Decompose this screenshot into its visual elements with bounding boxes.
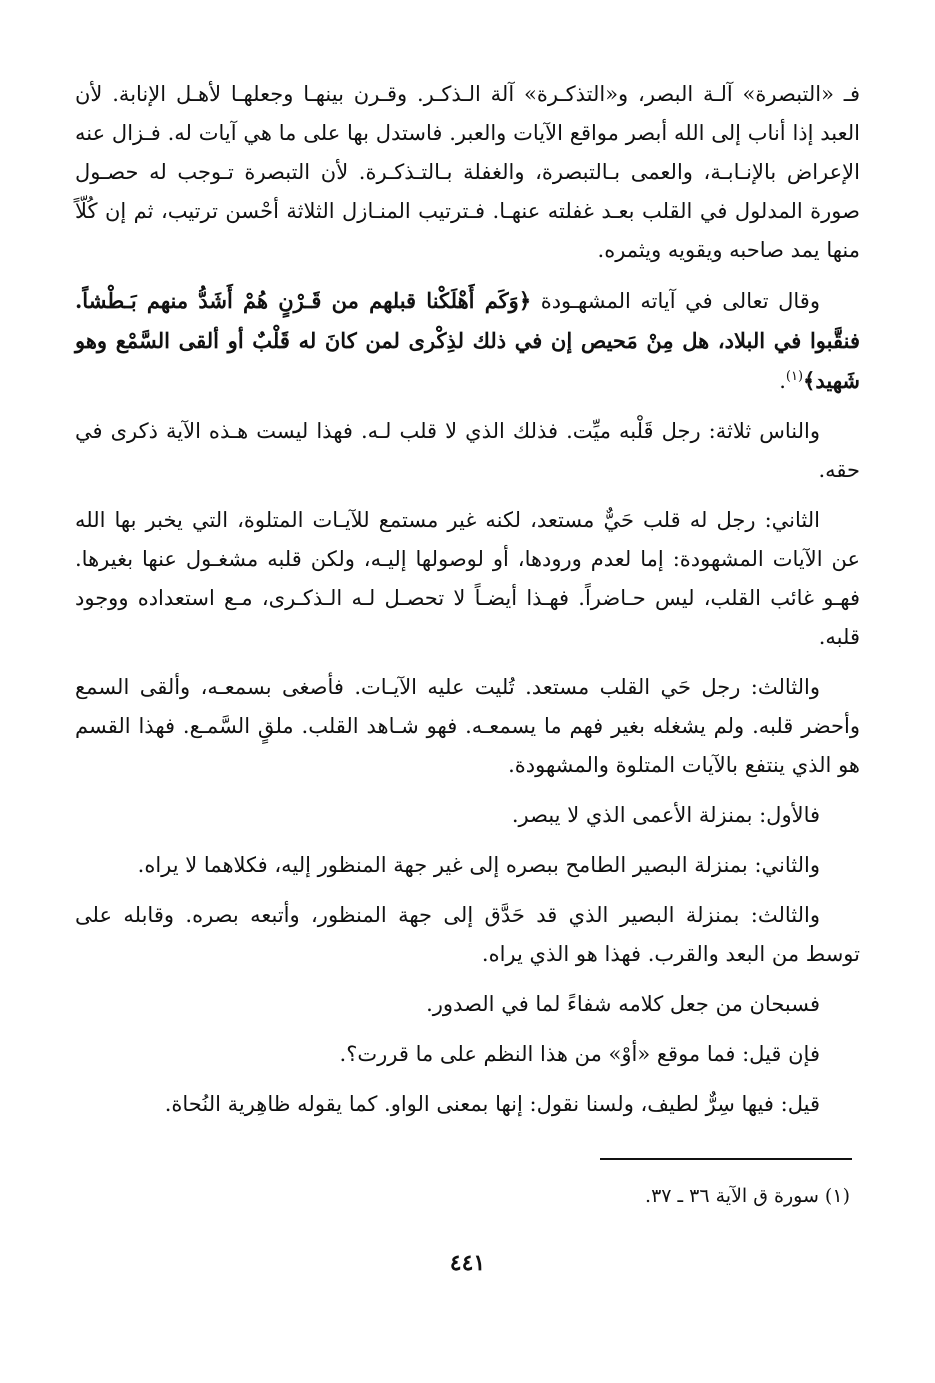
paragraph-second-analogy: والثاني: بمنزلة البصير الطامح ببصره إلى غير جهة المنظور إليه، فكلاهما لا يراه. <box>137 853 820 877</box>
footnote-divider <box>600 1158 852 1160</box>
page-number: ٤٤١ <box>449 1250 486 1276</box>
page-body <box>75 75 860 1135</box>
paragraph-tabsira: فـ «التبصرة» آلـة البصر، و«التذكـرة» آلة الـذكـر. وقـرن بينهـا وجعلهـا لأهـل الإنابة. لأن العبد إذا أناب إلى الله أبصر مواقع الآيات والعبر. فاستدل بها على ما هي آيات له. فـزال عنه الإعراض بالإنـابـة، والعمى بـالتبصرة، والغفلة بـالتـذكـرة. لأن التبصرة تـوجب له حصـول صورة المدلول في القلب بعـد غفلته عنهـا. فـترتيب المنـازل الثلاثة أحْسن ترتيب، ثم إن كُلّاً منها يمد صاحبه ويقويه ويثمره. <box>75 82 860 262</box>
footnote-reference: (١) <box>785 369 804 384</box>
verse-end: . <box>779 369 786 393</box>
verse-intro: وقال تعالى في آياته المشهـودة <box>540 289 820 313</box>
paragraph-question: فإن قيل: فما موقع «أوْ» من هذا النظم على ما قررت؟. <box>339 1042 820 1066</box>
paragraph-third-analogy: والثالث: بمنزلة البصير الذي قد حَدَّق إلى جهة المنظور، وأتبعه بصره. وقابله على توسط من البعد والقرب. فهذا هو الذي يراه. <box>75 903 860 966</box>
paragraph-first-analogy: فالأول: بمنزلة الأعمى الذي لا يبصر. <box>511 803 820 827</box>
paragraph-second: الثاني: رجل له قلب حَيٌّ مستعد، لكنه غير مستمع للآيـات المتلوة، التي يخبر بها الله عن الآيات المشهودة: إما لعدم ورودها، أو لوصولها إليـه، ولكن قلبه مشغـول عنها بغيرها. فهـو غائب القلب، ليس حـاضراً. فهـذا أيضـاً لا تحصـل لـه الـذكـرى، مـع استعداده ووجود قلبه. <box>75 508 860 649</box>
paragraph-third: والثالث: رجل حَي القلب مستعد. تُليت عليه الآيـات. فأصغى بسمعـه، وألقى السمع وأحضر قلبه. ولم يشغله بغير فهم ما يسمعـه. فهو شـاهد القلب. ملقٍ السَّمـع. فهذا القسم هو الذي ينتفع بالآيات المتلوة والمشهودة. <box>75 675 860 777</box>
paragraph-answer: قيل: فيها سِرٌّ لطيف، ولسنا نقول: إنها بمعنى الواو. كما يقوله ظاهِرية النُحاة. <box>164 1092 820 1116</box>
quran-quote: ﴿وَكَم أَهْلَكْنا قبلهم من قَـرْنٍ هُمْ أَشَدُّ منهم بَـطْشاً. فنقَّبوا في البلاد، هل مِنْ مَحيص إن في ذلك لذِكْرى لمن كانَ له قَلْبٌ أو ألقى السَّمْع وهو شَهيد﴾ <box>75 288 860 393</box>
paragraph-quran-verse <box>75 281 860 401</box>
paragraph-three-people: والناس ثلاثة: رجل قَلْبه ميِّت. فذلك الذي لا قلب لـه. فهذا ليست هـذه الآية ذكرى في حقه. <box>75 419 860 482</box>
paragraph-subhan: فسبحان من جعل كلامه شفاءً لما في الصدور. <box>426 992 820 1016</box>
footnote: (١) سورة ق الآية ٣٦ ـ ٣٧. <box>645 1185 850 1207</box>
